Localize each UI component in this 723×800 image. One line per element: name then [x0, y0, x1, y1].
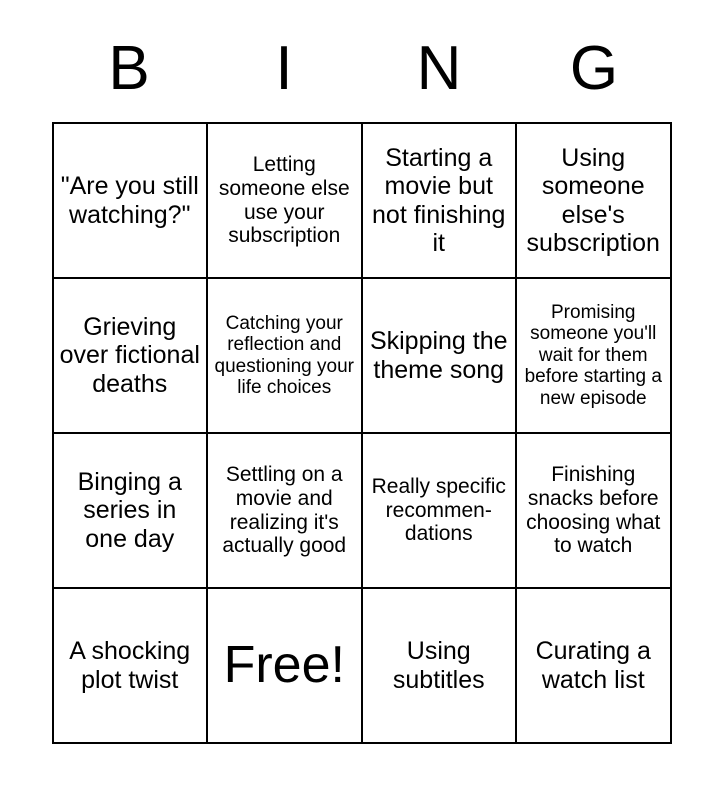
bingo-header-letter-n: N	[416, 34, 462, 103]
bingo-cell[interactable]	[54, 434, 209, 589]
bingo-cell-text: Promising someone you'll wait for them before starting a new episode	[524, 301, 662, 409]
bingo-cell-text: Using subtitles	[392, 637, 485, 694]
bingo-cell-text: Settling on a movie and realizing it's actually good	[222, 463, 347, 558]
bingo-header-letter-i: I	[275, 34, 293, 103]
bingo-cell-text: A shocking plot twist	[69, 637, 191, 694]
bingo-cell[interactable]	[363, 589, 518, 744]
bingo-cell-text: Free!	[223, 636, 345, 695]
bingo-cell-text: Grieving over fictional deaths	[59, 313, 200, 398]
bingo-cell-text: Finishing snacks before choosing what to watch	[526, 463, 661, 558]
bingo-header	[52, 0, 672, 104]
bingo-cell[interactable]	[517, 279, 672, 434]
bingo-cell[interactable]	[54, 279, 209, 434]
bingo-cell-text: Letting someone else use your subscription	[218, 153, 350, 248]
bingo-cell-text: Catching your reflection and questioning your life choices	[214, 312, 354, 398]
bingo-cell[interactable]	[517, 434, 672, 589]
bingo-cell[interactable]	[208, 124, 363, 279]
bingo-cell-text: Using someone else's subscription	[526, 144, 660, 257]
bingo-cell[interactable]	[517, 124, 672, 279]
bingo-cell[interactable]	[208, 434, 363, 589]
bingo-cell[interactable]	[208, 279, 363, 434]
bingo-cell-text: Skipping the theme song	[369, 327, 508, 384]
bingo-cell-text: Curating a watch list	[535, 637, 651, 694]
bingo-cell[interactable]	[363, 279, 518, 434]
bingo-cell-text: Binging a series in one day	[77, 468, 182, 553]
bingo-cell[interactable]	[54, 589, 209, 744]
bingo-grid	[52, 122, 672, 744]
bingo-cell-text: Really specific recommen-dations	[371, 474, 506, 546]
bingo-cell[interactable]	[363, 434, 518, 589]
bingo-cell-text: "Are you still watching?"	[60, 172, 199, 229]
bingo-cell[interactable]	[517, 589, 672, 744]
bingo-header-letter-g: G	[569, 34, 619, 103]
bingo-cell[interactable]	[54, 124, 209, 279]
bingo-cell-text: Starting a movie but not finishing it	[372, 144, 506, 257]
bingo-cell[interactable]	[363, 124, 518, 279]
bingo-header-letter-b: B	[108, 34, 150, 103]
bingo-cell-free[interactable]	[208, 589, 363, 744]
